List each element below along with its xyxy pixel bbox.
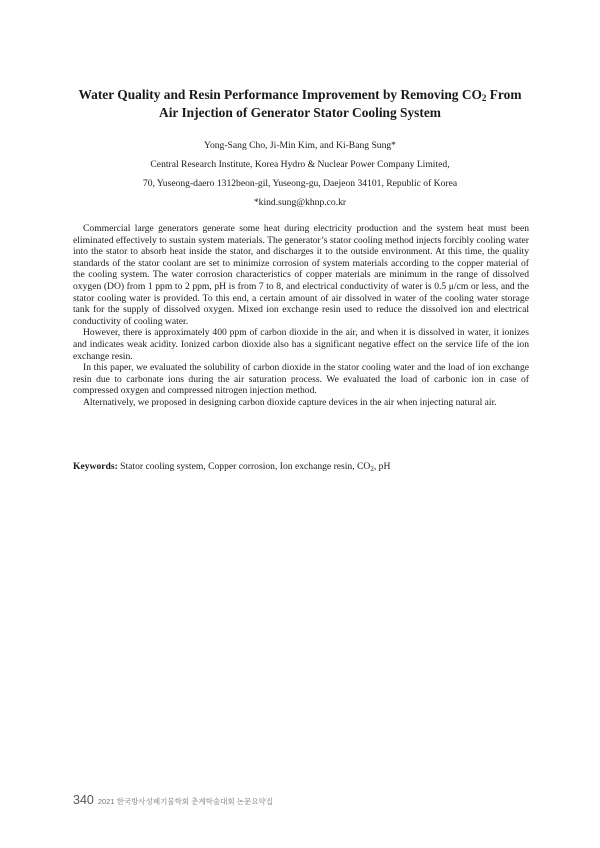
authors: Yong-Sang Cho, Ji-Min Kim, and Ki-Bang Sung* xyxy=(204,140,396,151)
email: *kind.sung@khnp.co.kr xyxy=(253,197,347,208)
title-line-2: Air Injection of Generator Stator Cooling System xyxy=(159,105,441,120)
title-line-1 xyxy=(60,86,540,104)
author-block xyxy=(60,136,540,212)
conference-name: 2021 한국방사성폐기물학회 춘계학술대회 논문요약집 xyxy=(97,797,273,806)
abstract-paragraph-2: However, there is approximately 400 ppm of carbon dioxide in the air, and when it is dissolved in water, it ionizes and indicates weak acidity. Ionized carbon dioxide also has a significant negative effect on the service life of the ion exchange resin. xyxy=(73,327,529,362)
keywords xyxy=(73,461,529,473)
title-subscript: 2 xyxy=(481,93,487,103)
keywords-text-end: , pH xyxy=(373,461,391,472)
paper-title xyxy=(60,86,540,122)
institution: Central Research Institute, Korea Hydro & Nuclear Power Company Limited, xyxy=(150,159,450,170)
abstract-paragraph-1: Commercial large generators generate some heat during electricity production and the system heat must been eliminated effectively to sustain system materials. The generator’s stator cooling method injects forcibly cooling water into the stator to absorb heat inside the stator, and discharges it to the outside environment. At this time, the quality standards of the stator coolant are set to minimize corrosion of system materials according to the copper material of the cooling system. The water corrosion characteristics of copper materials are minimum in the range of dissolved oxygen (DO) from 1 ppm to 2 ppm, pH is from 7 to 8, and electrical conductivity of water is 0.5 μ/cm or less, and the stator cooling water is provided. To this end, a certain amount of air dissolved in water of the cooling water storage tank for the supply of dissolved oxygen. Mixed ion exchange resin used to reduce the dissolved ion and electrical conductivity of cooling water. xyxy=(73,223,529,327)
abstract xyxy=(73,223,529,409)
abstract-paragraph-4: Alternatively, we proposed in designing carbon dioxide capture devices in the air when injecting natural air. xyxy=(83,396,497,408)
page-number: 340 xyxy=(73,793,94,807)
keywords-text: Stator cooling system, Copper corrosion, Ion exchange resin, CO xyxy=(117,461,371,472)
address: 70, Yuseong-daero 1312beon-gil, Yuseong-gu, Daejeon 34101, Republic of Korea xyxy=(142,178,458,189)
abstract-paragraph-3: In this paper, we evaluated the solubility of carbon dioxide in the stator cooling water and the load of ion exchange resin due to carbonate ions during the air saturation process. We evaluated the load of carbonic ion in case of compressed oxygen and compressed nitrogen injection method. xyxy=(73,362,529,397)
keywords-subscript: 2 xyxy=(370,465,374,473)
page-footer xyxy=(73,791,273,805)
keywords-label: Keywords: xyxy=(73,461,118,472)
title-text-end: From xyxy=(486,87,522,102)
title-text: Water Quality and Resin Performance Improvement by Removing CO xyxy=(78,87,482,102)
